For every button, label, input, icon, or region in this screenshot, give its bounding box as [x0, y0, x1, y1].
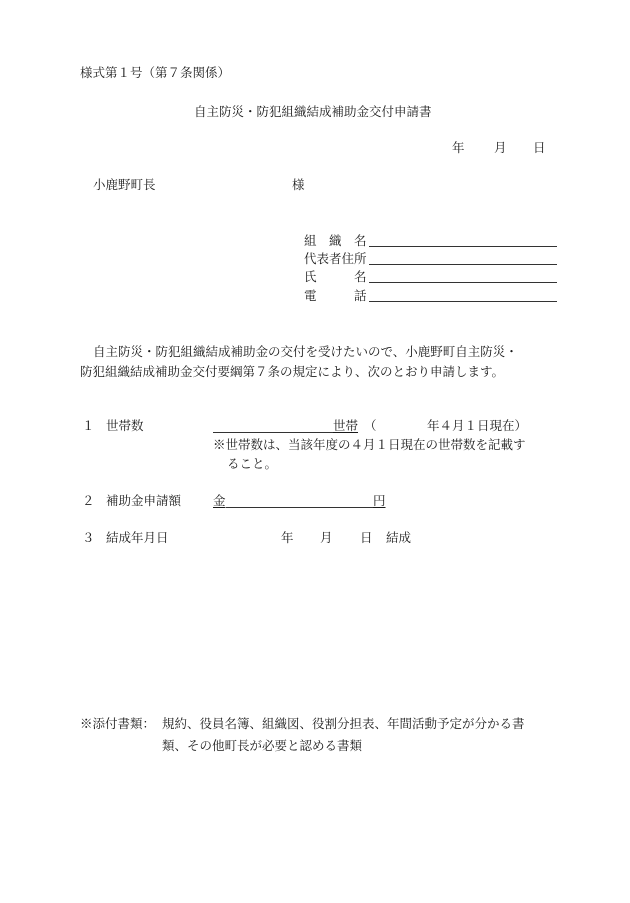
name-label: 氏 名 [304, 269, 367, 284]
name-field[interactable] [369, 282, 557, 283]
phone-field[interactable] [369, 301, 557, 302]
households-note-line-2: ること。 [227, 456, 278, 471]
rep-address-field[interactable] [369, 264, 557, 265]
households-note-line-1: ※世帯数は、当該年度の４月１日現在の世帯数を記載す [213, 437, 526, 452]
amount-unit: 円 [373, 493, 386, 508]
attachments-line-1: 規約、役員名簿、組織図、役割分担表、年間活動予定が分かる書 [162, 716, 525, 731]
addressee-name: 小鹿野町長 [93, 177, 156, 192]
phone-label: 電 話 [304, 288, 367, 303]
formed-year-label: 年 [281, 530, 294, 545]
households-field[interactable] [213, 432, 333, 433]
org-name-label: 組 織 名 [304, 233, 367, 248]
org-name-field[interactable] [369, 246, 557, 247]
date-month-label: 月 [494, 140, 507, 155]
formed-day-label: 日 [360, 530, 373, 545]
rep-address-label: 代表者住所 [304, 251, 367, 266]
form-number: 様式第１号（第７条関係） [80, 65, 231, 80]
amount-field[interactable] [226, 507, 374, 508]
attachments-line-2: 類、その他町長が必要と認める書類 [162, 738, 363, 753]
item-2-label: 補助金申請額 [106, 493, 182, 508]
formed-month-label: 月 [320, 530, 333, 545]
body-line-2: 防犯組織結成補助金交付要綱第７条の規定により、次のとおり申請します。 [80, 364, 505, 379]
date-day-label: 日 [533, 140, 546, 155]
addressee-honorific: 様 [292, 177, 305, 192]
item-3-number: ３ [82, 530, 95, 545]
households-paren: （ [364, 418, 377, 433]
body-line-1: 自主防災・防犯組織結成補助金の交付を受けたいので、小鹿野町自主防災・ [93, 344, 518, 359]
document-title: 自主防災・防犯組織結成補助金交付申請書 [194, 104, 432, 119]
item-3-label: 結成年月日 [106, 530, 169, 545]
date-year-label: 年 [452, 140, 465, 155]
item-2-number: ２ [82, 493, 95, 508]
item-1-label: 世帯数 [106, 418, 144, 433]
formed-suffix: 結成 [386, 530, 412, 545]
households-as-of: 年４月１日現在） [427, 418, 528, 433]
amount-prefix: 金 [213, 493, 226, 508]
attachments-label: ※添付書類： [80, 716, 156, 731]
item-1-number: １ [82, 418, 95, 433]
households-unit: 世帯 [333, 418, 359, 433]
